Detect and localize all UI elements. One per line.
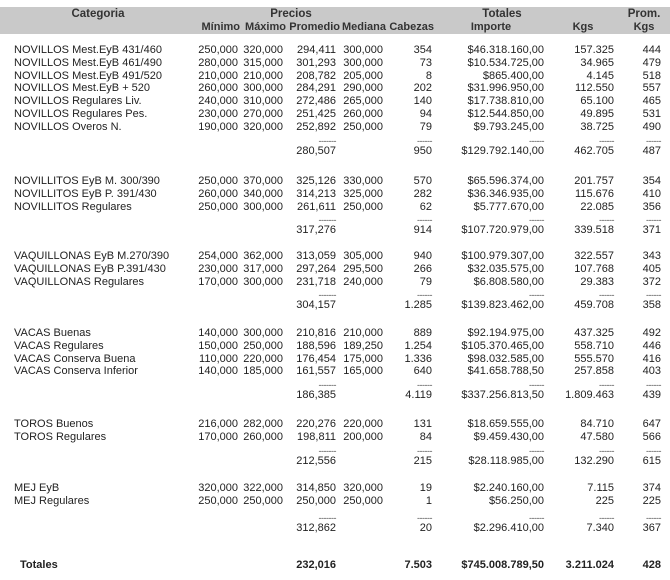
table-row xyxy=(0,121,670,134)
totals-importe: $745.008.789,50 xyxy=(461,559,544,571)
kgs-cell: 29.383 xyxy=(580,275,614,288)
category-cell: MEJ EyB xyxy=(14,482,60,494)
subtotal-row xyxy=(0,455,670,468)
kgs-cell: 107.768 xyxy=(574,262,614,275)
header-categoria: Categoria xyxy=(71,8,125,20)
kgs-cell: 555.570 xyxy=(574,352,614,365)
promedio-cell: 208,782 xyxy=(296,69,336,82)
importe-cell: $56.250,00 xyxy=(488,494,544,507)
kgs-cell: 115.676 xyxy=(575,187,614,200)
mediana-cell: 250,000 xyxy=(343,120,383,133)
kgs-cell: 437.325 xyxy=(574,327,614,339)
category-cell: NOVILLITOS Regulares xyxy=(14,200,132,213)
promedio-cell: 314,850 xyxy=(296,482,336,494)
prom-kgs-cell: 490 xyxy=(642,120,661,133)
separator-prom-kgs: ------ xyxy=(646,512,661,523)
table-row xyxy=(0,340,670,353)
promedio-cell: 313,059 xyxy=(296,250,336,262)
subtotal-cabezas: 215 xyxy=(413,454,432,467)
mediana-cell: 240,000 xyxy=(343,275,383,288)
header-kgs: Kgs xyxy=(572,21,594,33)
separator-cabezas: ------ xyxy=(417,445,432,456)
table-row xyxy=(0,108,670,121)
subtotal-promedio: 186,385 xyxy=(296,389,336,402)
mediana-cell: 305,000 xyxy=(343,250,383,262)
mediana-cell: 325,000 xyxy=(343,187,383,200)
prom-kgs-cell: 647 xyxy=(642,418,661,430)
table-row xyxy=(0,250,670,263)
subtotal-kgs: 339.518 xyxy=(574,224,614,237)
maximo-cell: 317,000 xyxy=(243,262,283,275)
subtotal-prom-kgs: 487 xyxy=(642,144,661,157)
promedio-cell: 314,213 xyxy=(296,187,336,200)
category-cell: NOVILLITOS EyB M. 300/390 xyxy=(14,175,160,187)
table-row xyxy=(0,418,670,431)
category-cell: NOVILLOS Mest.EyB 491/520 xyxy=(14,69,162,82)
cabezas-cell: 8 xyxy=(425,69,432,82)
subtotal-kgs: 132.290 xyxy=(574,454,614,467)
mediana-cell: 220,000 xyxy=(343,418,383,430)
mediana-cell: 200,000 xyxy=(343,430,383,443)
separator-importe: ------ xyxy=(529,135,544,146)
importe-cell: $105.370.465,00 xyxy=(461,339,544,352)
maximo-cell: 310,000 xyxy=(243,95,283,108)
kgs-cell: 7.115 xyxy=(587,482,614,494)
kgs-cell: 38.725 xyxy=(580,120,614,133)
cabezas-cell: 84 xyxy=(419,430,432,443)
mediana-cell: 205,000 xyxy=(343,69,383,82)
prom-kgs-cell: 354 xyxy=(642,175,661,187)
minimo-cell: 230,000 xyxy=(198,108,238,120)
promedio-cell: 198,811 xyxy=(297,430,336,443)
separator-promedio: ------- xyxy=(318,445,336,456)
separator-importe: ------ xyxy=(529,290,544,301)
table-row xyxy=(0,95,670,108)
subtotal-cabezas: 914 xyxy=(413,224,432,237)
header-prom-kgs: Kgs xyxy=(633,21,655,33)
prom-kgs-cell: 343 xyxy=(642,250,661,262)
cabezas-cell: 266 xyxy=(413,262,432,275)
mediana-cell: 290,000 xyxy=(343,82,383,95)
minimo-cell: 260,000 xyxy=(198,82,238,95)
subtotal-importe: $107.720.979,00 xyxy=(461,224,544,237)
maximo-cell: 210,000 xyxy=(243,69,283,82)
prom-kgs-cell: 566 xyxy=(642,430,661,443)
header-importe: Importe xyxy=(470,21,512,33)
mediana-cell: 250,000 xyxy=(343,494,383,507)
promedio-cell: 294,411 xyxy=(297,44,336,56)
prom-kgs-cell: 403 xyxy=(642,365,661,378)
subtotal-kgs: 462.705 xyxy=(574,144,614,157)
kgs-cell: 49.895 xyxy=(580,108,614,120)
importe-cell: $865.400,00 xyxy=(482,69,544,82)
subtotal-row xyxy=(0,522,670,535)
separator-kgs: ------ xyxy=(599,512,614,523)
category-cell: NOVILLITOS EyB P. 391/430 xyxy=(14,187,157,200)
kgs-cell: 47.580 xyxy=(580,430,614,443)
cabezas-cell: 73 xyxy=(419,56,432,69)
table-row xyxy=(0,201,670,214)
header-minimo: Mínimo xyxy=(201,21,240,33)
separator-cabezas: ------ xyxy=(417,215,432,226)
cabezas-cell: 202 xyxy=(413,82,432,95)
kgs-cell: 34.965 xyxy=(580,56,614,69)
prom-kgs-cell: 405 xyxy=(642,262,661,275)
category-cell: VACAS Buenas xyxy=(14,327,91,339)
cabezas-cell: 354 xyxy=(413,44,432,56)
maximo-cell: 300,000 xyxy=(243,82,283,95)
subtotal-cabezas: 950 xyxy=(413,144,432,157)
totals-prom-kgs: 428 xyxy=(642,559,661,571)
minimo-cell: 320,000 xyxy=(198,482,238,494)
subtotal-prom-kgs: 615 xyxy=(642,454,661,467)
cabezas-cell: 62 xyxy=(419,200,432,213)
subtotal-row xyxy=(0,389,670,402)
cabezas-cell: 79 xyxy=(419,120,432,133)
minimo-cell: 254,000 xyxy=(198,250,238,262)
subtotal-promedio: 304,157 xyxy=(296,299,336,312)
importe-cell: $36.346.935,00 xyxy=(467,187,544,200)
prom-kgs-cell: 557 xyxy=(642,82,661,95)
importe-cell: $9.793.245,00 xyxy=(473,120,544,133)
minimo-cell: 170,000 xyxy=(198,430,238,443)
kgs-cell: 225 xyxy=(595,494,614,507)
mediana-cell: 250,000 xyxy=(343,200,383,213)
separator-kgs: ------ xyxy=(599,445,614,456)
minimo-cell: 140,000 xyxy=(198,365,238,378)
mediana-cell: 330,000 xyxy=(343,175,383,187)
subtotal-importe: $129.792.140,00 xyxy=(461,144,544,157)
minimo-cell: 250,000 xyxy=(198,175,238,187)
promedio-cell: 250,000 xyxy=(296,494,336,507)
separator-kgs: ------ xyxy=(599,135,614,146)
category-cell: VAQUILLONAS Regulares xyxy=(14,275,145,288)
separator-kgs: ------ xyxy=(599,380,614,391)
promedio-cell: 176,454 xyxy=(296,352,336,365)
promedio-cell: 301,293 xyxy=(296,56,336,69)
subtotal-prom-kgs: 371 xyxy=(642,224,661,237)
cabezas-cell: 94 xyxy=(419,108,432,120)
kgs-cell: 201.757 xyxy=(574,175,614,187)
cabezas-cell: 1.336 xyxy=(404,352,432,365)
promedio-cell: 284,291 xyxy=(296,82,336,95)
table-row xyxy=(0,188,670,201)
header-totales: Totales xyxy=(482,8,522,20)
table-row xyxy=(0,353,670,366)
separator-importe: ------ xyxy=(529,380,544,391)
mediana-cell: 320,000 xyxy=(343,482,383,494)
maximo-cell: 300,000 xyxy=(243,275,283,288)
importe-cell: $31.996.950,00 xyxy=(467,82,544,95)
separator-importe: ------ xyxy=(529,215,544,226)
minimo-cell: 260,000 xyxy=(198,187,238,200)
category-cell: VACAS Conserva Buena xyxy=(14,352,136,365)
separator-cabezas: ------ xyxy=(417,290,432,301)
kgs-cell: 558.710 xyxy=(574,339,614,352)
prom-kgs-cell: 531 xyxy=(642,108,661,120)
category-cell: NOVILLOS Mest.EyB 431/460 xyxy=(14,44,162,56)
cabezas-cell: 140 xyxy=(413,95,432,108)
kgs-cell: 22.085 xyxy=(580,200,614,213)
minimo-cell: 216,000 xyxy=(198,418,238,430)
subtotal-cabezas: 20 xyxy=(419,521,432,534)
cabezas-cell: 1 xyxy=(425,494,432,507)
prom-kgs-cell: 372 xyxy=(642,275,661,288)
kgs-cell: 257.858 xyxy=(574,365,614,378)
subtotal-importe: $337.256.813,50 xyxy=(461,389,544,402)
maximo-cell: 322,000 xyxy=(243,482,283,494)
importe-cell: $65.596.374,00 xyxy=(467,175,544,187)
table-row xyxy=(0,482,670,495)
promedio-cell: 161,557 xyxy=(296,365,336,378)
promedio-cell: 297,264 xyxy=(296,262,336,275)
mediana-cell: 295,500 xyxy=(343,262,383,275)
importe-cell: $32.035.575,00 xyxy=(467,262,544,275)
maximo-cell: 315,000 xyxy=(243,56,283,69)
header-mediana: Mediana xyxy=(341,21,386,33)
subtotal-prom-kgs: 358 xyxy=(642,299,661,312)
subtotal-promedio: 312,862 xyxy=(296,521,336,534)
maximo-cell: 250,000 xyxy=(243,339,283,352)
kgs-cell: 157.325 xyxy=(574,44,614,56)
kgs-cell: 84.710 xyxy=(580,418,614,430)
minimo-cell: 250,000 xyxy=(198,200,238,213)
subtotal-kgs: 459.708 xyxy=(574,299,614,312)
separator-cabezas: ------ xyxy=(417,380,432,391)
maximo-cell: 320,000 xyxy=(243,44,283,56)
category-cell: NOVILLOS Regulares Pes. xyxy=(14,108,148,120)
header-cabezas: Cabezas xyxy=(389,21,434,33)
maximo-cell: 282,000 xyxy=(243,418,283,430)
table-row xyxy=(0,365,670,378)
separator-promedio: ------- xyxy=(318,215,336,226)
totals-cabezas: 7.503 xyxy=(404,559,432,571)
subtotal-kgs: 7.340 xyxy=(586,521,614,534)
importe-cell: $2.240.160,00 xyxy=(473,482,544,494)
category-cell: VAQUILLONAS EyB M.270/390 xyxy=(14,250,170,262)
maximo-cell: 370,000 xyxy=(243,175,283,187)
maximo-cell: 340,000 xyxy=(243,187,283,200)
promedio-cell: 220,276 xyxy=(296,418,336,430)
promedio-cell: 272,486 xyxy=(296,95,336,108)
prom-kgs-cell: 444 xyxy=(642,44,661,56)
category-cell: NOVILLOS Mest.EyB 461/490 xyxy=(14,56,162,69)
minimo-cell: 230,000 xyxy=(198,262,238,275)
header-precios: Precios xyxy=(270,8,312,20)
mediana-cell: 300,000 xyxy=(343,56,383,69)
cabezas-cell: 940 xyxy=(413,250,432,262)
maximo-cell: 320,000 xyxy=(243,120,283,133)
promedio-cell: 261,611 xyxy=(297,200,336,213)
importe-cell: $46.318.160,00 xyxy=(467,44,544,56)
category-cell: TOROS Buenos xyxy=(14,418,94,430)
separator-prom-kgs: ------ xyxy=(646,135,661,146)
cabezas-cell: 19 xyxy=(419,482,432,494)
category-cell: TOROS Regulares xyxy=(14,430,107,443)
prom-kgs-cell: 479 xyxy=(642,56,661,69)
category-cell: VACAS Regulares xyxy=(14,339,104,352)
maximo-cell: 300,000 xyxy=(243,327,283,339)
separator-cabezas: ------ xyxy=(417,135,432,146)
totals-kgs: 3.211.024 xyxy=(565,559,614,571)
category-cell: NOVILLOS Regulares Liv. xyxy=(14,95,142,108)
importe-cell: $17.738.810,00 xyxy=(467,95,544,108)
table-header-top xyxy=(0,7,670,21)
subtotal-row xyxy=(0,145,670,158)
maximo-cell: 220,000 xyxy=(243,352,283,365)
mediana-cell: 300,000 xyxy=(343,44,383,56)
separator-promedio: ------- xyxy=(318,290,336,301)
prom-kgs-cell: 465 xyxy=(642,95,661,108)
mediana-cell: 260,000 xyxy=(343,108,383,120)
importe-cell: $100.979.307,00 xyxy=(461,250,544,262)
separator-promedio: ------- xyxy=(318,512,336,523)
separator-prom-kgs: ------ xyxy=(646,290,661,301)
importe-cell: $18.659.555,00 xyxy=(467,418,544,430)
separator-kgs: ------ xyxy=(599,290,614,301)
maximo-cell: 300,000 xyxy=(243,200,283,213)
importe-cell: $10.534.725,00 xyxy=(467,56,544,69)
prom-kgs-cell: 410 xyxy=(642,187,661,200)
subtotal-prom-kgs: 439 xyxy=(642,389,661,402)
header-prom: Prom. xyxy=(627,8,661,20)
category-cell: VACAS Conserva Inferior xyxy=(14,365,138,378)
promedio-cell: 231,718 xyxy=(296,275,336,288)
mediana-cell: 265,000 xyxy=(343,95,383,108)
minimo-cell: 140,000 xyxy=(198,327,238,339)
table-row xyxy=(0,44,670,57)
maximo-cell: 362,000 xyxy=(243,250,283,262)
subtotal-promedio: 212,556 xyxy=(296,454,336,467)
mediana-cell: 189,250 xyxy=(343,339,383,352)
separator-promedio: ------- xyxy=(318,135,336,146)
table-row xyxy=(0,276,670,289)
prom-kgs-cell: 374 xyxy=(642,482,661,494)
category-cell: MEJ Regulares xyxy=(14,494,90,507)
kgs-cell: 4.145 xyxy=(586,69,614,82)
cabezas-cell: 640 xyxy=(413,365,432,378)
importe-cell: $98.032.585,00 xyxy=(467,352,544,365)
mediana-cell: 175,000 xyxy=(343,352,383,365)
maximo-cell: 185,000 xyxy=(243,365,283,378)
kgs-cell: 112.550 xyxy=(575,82,614,95)
kgs-cell: 322.557 xyxy=(574,250,614,262)
mediana-cell: 210,000 xyxy=(343,327,383,339)
importe-cell: $6.808.580,00 xyxy=(473,275,544,288)
separator-importe: ------ xyxy=(529,445,544,456)
subtotal-cabezas: 1.285 xyxy=(404,299,432,312)
totals-label: Totales xyxy=(20,559,58,571)
maximo-cell: 250,000 xyxy=(243,494,283,507)
minimo-cell: 280,000 xyxy=(198,56,238,69)
importe-cell: $41.658.788,50 xyxy=(467,365,544,378)
table-row xyxy=(0,70,670,83)
subtotal-prom-kgs: 367 xyxy=(642,521,661,534)
mediana-cell: 165,000 xyxy=(343,365,383,378)
subtotal-kgs: 1.809.463 xyxy=(565,389,614,402)
promedio-cell: 325,126 xyxy=(296,175,336,187)
prom-kgs-cell: 225 xyxy=(642,494,661,507)
separator-importe: ------ xyxy=(529,512,544,523)
cabezas-cell: 79 xyxy=(419,275,432,288)
header-promedio: Promedio xyxy=(289,21,340,33)
subtotal-cabezas: 4.119 xyxy=(405,389,432,402)
minimo-cell: 150,000 xyxy=(198,339,238,352)
importe-cell: $5.777.670,00 xyxy=(473,200,544,213)
table-row xyxy=(0,175,670,188)
subtotal-promedio: 280,507 xyxy=(296,144,336,157)
prom-kgs-cell: 518 xyxy=(642,69,661,82)
separator-prom-kgs: ------ xyxy=(646,215,661,226)
table-row xyxy=(0,263,670,276)
promedio-cell: 210,816 xyxy=(296,327,336,339)
minimo-cell: 190,000 xyxy=(198,120,238,133)
separator-kgs: ------ xyxy=(599,215,614,226)
minimo-cell: 170,000 xyxy=(198,275,238,288)
importe-cell: $12.544.850,00 xyxy=(467,108,544,120)
cabezas-cell: 889 xyxy=(413,327,432,339)
prom-kgs-cell: 446 xyxy=(642,339,661,352)
subtotal-importe: $2.296.410,00 xyxy=(473,521,544,534)
table-row xyxy=(0,57,670,70)
minimo-cell: 250,000 xyxy=(198,494,238,507)
prom-kgs-cell: 416 xyxy=(642,352,661,365)
minimo-cell: 250,000 xyxy=(198,44,238,56)
importe-cell: $9.459.430,00 xyxy=(473,430,544,443)
cabezas-cell: 131 xyxy=(413,418,432,430)
kgs-cell: 65.100 xyxy=(580,95,614,108)
importe-cell: $92.194.975,00 xyxy=(467,327,544,339)
category-cell: NOVILLOS Mest.EyB + 520 xyxy=(14,82,151,95)
subtotal-importe: $139.823.462,00 xyxy=(461,299,544,312)
separator-promedio: ------- xyxy=(318,380,336,391)
totals-row xyxy=(0,559,670,572)
totals-promedio: 232,016 xyxy=(296,559,336,571)
subtotal-importe: $28.118.985,00 xyxy=(468,454,544,467)
minimo-cell: 110,000 xyxy=(199,352,238,365)
maximo-cell: 270,000 xyxy=(243,108,283,120)
table-row xyxy=(0,431,670,444)
subtotal-row xyxy=(0,224,670,237)
subtotal-promedio: 317,276 xyxy=(296,224,336,237)
prom-kgs-cell: 356 xyxy=(642,200,661,213)
prom-kgs-cell: 492 xyxy=(642,327,661,339)
table-row xyxy=(0,495,670,508)
category-cell: VAQUILLONAS EyB P.391/430 xyxy=(14,262,166,275)
cabezas-cell: 570 xyxy=(413,175,432,187)
minimo-cell: 240,000 xyxy=(198,95,238,108)
table-row xyxy=(0,327,670,340)
separator-prom-kgs: ------ xyxy=(646,445,661,456)
header-maximo: Máximo xyxy=(245,21,286,33)
promedio-cell: 252,892 xyxy=(296,120,336,133)
cabezas-cell: 282 xyxy=(413,187,432,200)
separator-prom-kgs: ------ xyxy=(646,380,661,391)
table-header-sub xyxy=(0,21,670,34)
minimo-cell: 210,000 xyxy=(198,69,238,82)
cabezas-cell: 1.254 xyxy=(404,339,432,352)
category-cell: NOVILLOS Overos N. xyxy=(14,120,122,133)
subtotal-row xyxy=(0,299,670,312)
promedio-cell: 251,425 xyxy=(296,108,336,120)
promedio-cell: 188,596 xyxy=(296,339,336,352)
separator-cabezas: ------ xyxy=(417,512,432,523)
maximo-cell: 260,000 xyxy=(243,430,283,443)
table-row xyxy=(0,82,670,95)
